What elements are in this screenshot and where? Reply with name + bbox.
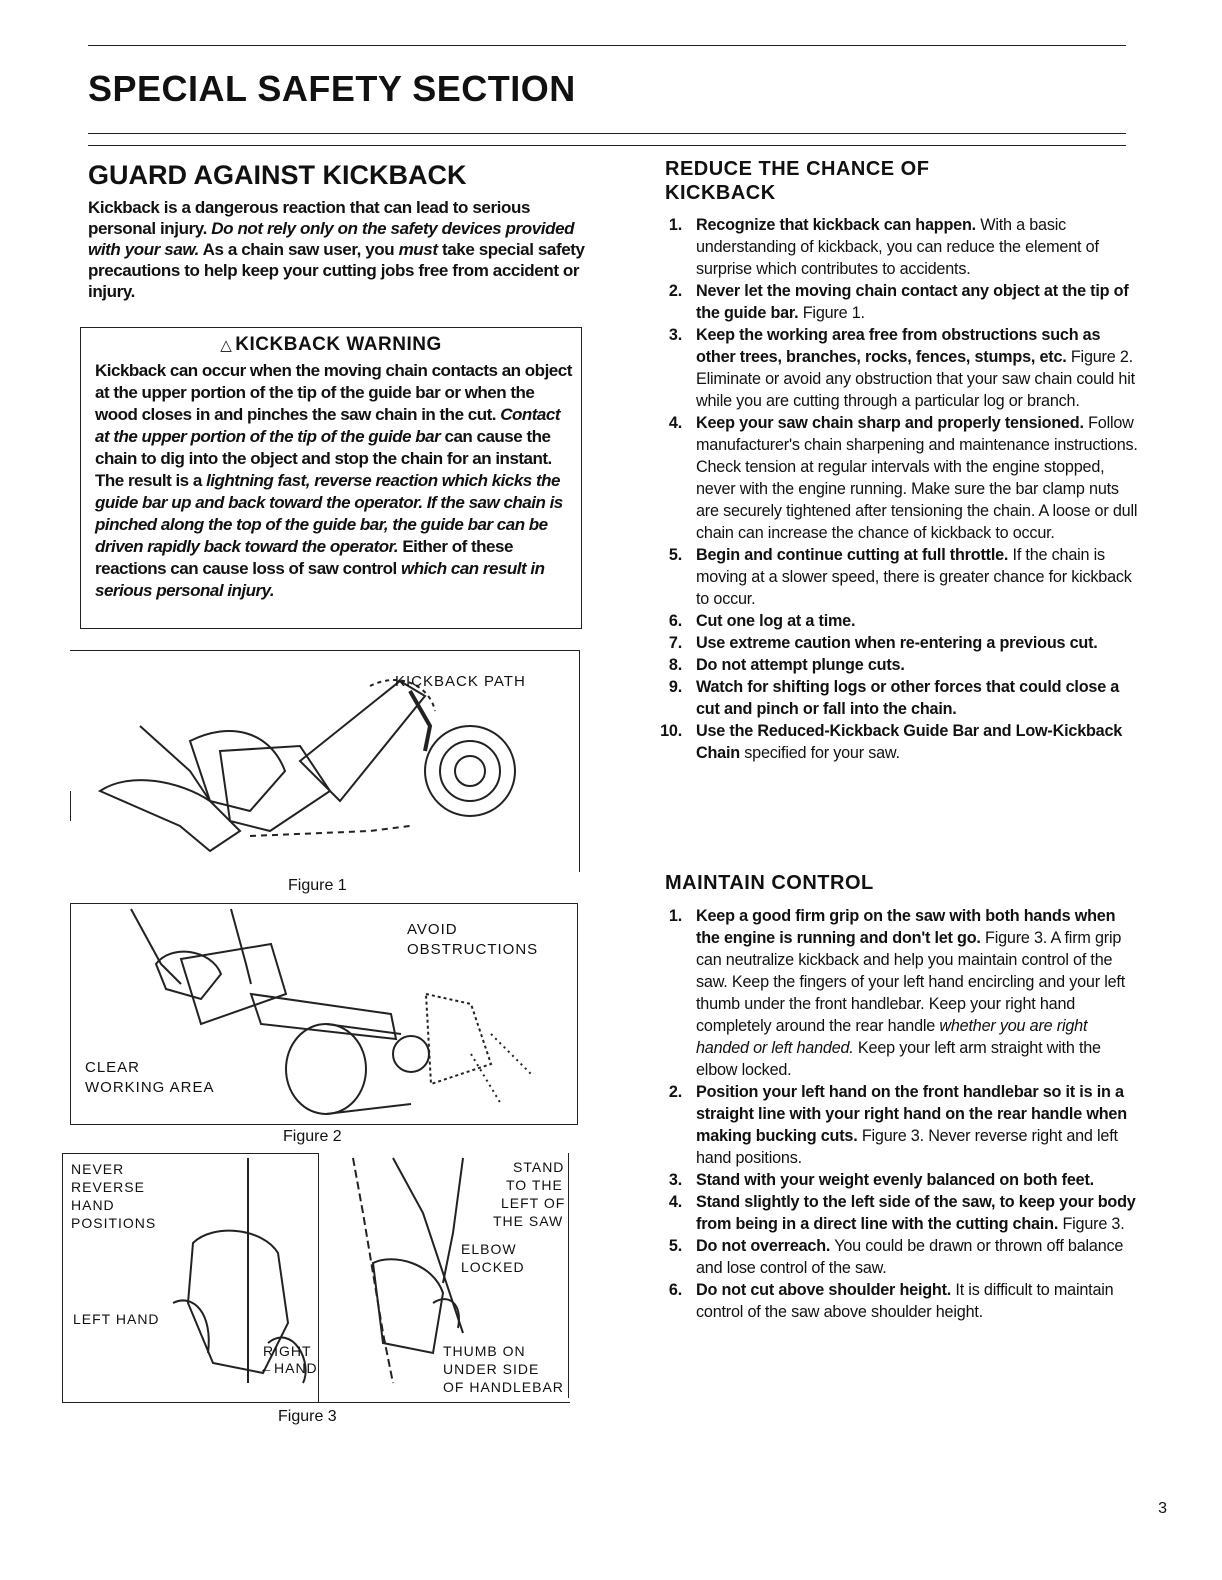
item-bold-text: Do not attempt plunge cuts.	[696, 656, 905, 674]
log-end	[425, 726, 515, 816]
list-item	[660, 1279, 1138, 1323]
item-text: You could be drawn or thrown off balance and lose control of the saw.	[696, 1237, 1124, 1277]
hand-shape	[100, 780, 240, 851]
list-item	[660, 1169, 1138, 1191]
kickback-warning-box	[80, 327, 582, 629]
item-text: Figure 3. A firm grip can neutralize kickback and help you maintain control of the saw. Keep the fingers of your left hand encircling and your left thumb under the front handlebar. Keep your right hand completely around the rear handle	[696, 929, 1126, 1035]
item-text: specified for your saw.	[739, 744, 900, 762]
warning-text-5: Either of these reactions can cause loss of saw control	[95, 537, 513, 578]
item-number: 2.	[668, 282, 682, 300]
item-bold-text: Recognize that kickback can happen.	[696, 216, 976, 234]
item-bold-text: Stand slightly to the left side of the saw, to keep your body from being in a direct line with the cutting chain.	[696, 1193, 1136, 1233]
kickback-path-label: KICKBACK PATH	[395, 673, 526, 690]
item-bold-text: Do not cut above shoulder height.	[696, 1281, 952, 1299]
top-rule	[88, 45, 1126, 46]
item-bold-text: Do not overreach.	[696, 1237, 831, 1255]
guard-heading: GUARD AGAINST KICKBACK	[88, 160, 467, 190]
item-text: Figure 3.	[1058, 1215, 1125, 1233]
item-number: 5.	[668, 546, 682, 564]
elbow-label: ELBOW	[461, 1241, 517, 1257]
item-bold-text: Use extreme caution when re-entering a previous cut.	[696, 634, 1098, 652]
to-the-label: TO THE	[506, 1177, 563, 1193]
list-item	[660, 1191, 1138, 1235]
title-rule-2	[88, 145, 1126, 146]
glove-shape	[190, 731, 285, 811]
item-number: 6.	[668, 612, 682, 630]
item-number: 7.	[668, 634, 682, 652]
list-item	[660, 632, 1138, 654]
list-item	[660, 324, 1138, 412]
item-bold-text: Use the Reduced-Kickback Guide Bar and Low-Kickback Chain	[696, 722, 1123, 762]
left-of-label: LEFT OF	[501, 1195, 566, 1211]
warning-title-text: KICKBACK WARNING	[235, 334, 442, 355]
figure-2-caption: Figure 2	[283, 1128, 342, 1145]
item-bold-text: Begin and continue cutting at full throttle.	[696, 546, 1009, 564]
list-item	[660, 544, 1138, 610]
stand-label: STAND	[513, 1159, 565, 1175]
warning-body	[95, 360, 573, 602]
item-text: It is difficult to maintain control of the saw above shoulder height.	[696, 1281, 1114, 1321]
item-number: 4.	[668, 1193, 682, 1211]
thumb-on-label: THUMB ON	[443, 1343, 526, 1359]
item-text: Follow manufacturer's chain sharpening and maintenance instructions. Check tension at regular intervals with the engine stopped, never with the engine running. Make sure the bar clamp nuts are securely tightened after tensioning the chain. A loose or dull chain can increase the chance of kickback to occur.	[696, 414, 1138, 542]
item-text-2: Keep your left arm straight with the elbow locked.	[696, 1039, 1101, 1079]
item-number: 5.	[668, 1237, 682, 1255]
obstructions-label: OBSTRUCTIONS	[407, 941, 539, 958]
item-number: 9.	[668, 678, 682, 696]
avoid-label: AVOID	[407, 921, 458, 938]
left-hand-label: LEFT HAND	[73, 1311, 160, 1327]
item-number: 3.	[668, 326, 682, 344]
list-item	[660, 412, 1138, 544]
positions-label: POSITIONS	[71, 1215, 157, 1231]
under-side-label: UNDER SIDE	[443, 1361, 540, 1377]
of-handlebar-label: OF HANDLEBAR	[443, 1379, 564, 1395]
page-number: 3	[1158, 1500, 1167, 1517]
never-label: NEVER	[71, 1161, 125, 1177]
item-number: 1.	[668, 216, 682, 234]
kickback-arrow	[410, 691, 430, 751]
warning-text-4: lightning fast, reverse reaction which kicks the guide bar up and back toward the operator. If the saw chain is pinched along the top of the guide bar, the guide bar can be driven rapidly back toward the operator.	[95, 471, 563, 556]
guide-bar	[251, 994, 396, 1039]
list-item	[660, 1081, 1138, 1169]
the-saw-label: THE SAW	[493, 1213, 564, 1229]
item-number: 1.	[668, 907, 682, 925]
right-label: RIGHT	[263, 1343, 312, 1359]
list-item	[660, 905, 1138, 1081]
reverse-label: REVERSE	[71, 1179, 145, 1195]
intro-text-1: Kickback is a dangerous reaction that can lead to serious personal injury.	[88, 198, 531, 238]
intro-text-4: must	[398, 240, 438, 259]
item-bold-text: Stand with your weight evenly balanced on both feet.	[696, 1171, 1094, 1189]
intro-text-3: As a chain saw user, you	[202, 240, 395, 259]
saw-body	[220, 746, 330, 831]
item-bold-text: Keep the working area free from obstructions such as other trees, branches, rocks, fences, stumps, etc.	[696, 326, 1101, 366]
item-italic-text: whether you are right handed or left handed.	[696, 1017, 1088, 1057]
warning-triangle-icon: △	[220, 337, 233, 354]
warning-text-6: which can result in serious personal injury.	[95, 559, 545, 600]
item-text: Figure 3. Never reverse right and left hand positions.	[696, 1127, 1118, 1167]
item-bold-text: Never let the moving chain contact any object at the tip of the guide bar.	[696, 282, 1129, 322]
item-bold-text: Cut one log at a time.	[696, 612, 856, 630]
right-hand-label: ←HAND	[259, 1360, 318, 1376]
right-hand-label-text: HAND	[274, 1360, 318, 1376]
title-rule-1	[88, 133, 1126, 134]
maintain-control-heading: MAINTAIN CONTROL	[665, 872, 874, 894]
list-item	[660, 676, 1138, 720]
intro-paragraph	[88, 197, 588, 302]
clear-label: CLEAR	[85, 1059, 141, 1076]
figure-2	[70, 903, 578, 1125]
item-bold-text: Watch for shifting logs or other forces that could close a cut and pinch or fall into the chain.	[696, 678, 1120, 718]
item-text: With a basic understanding of kickback, you can reduce the element of surprise which contributes to accidents.	[696, 216, 1099, 278]
intro-text-2: Do not rely only on the safety devices provided with your saw.	[88, 219, 575, 259]
item-number: 2.	[668, 1083, 682, 1101]
item-number: 10.	[660, 722, 682, 740]
item-text: Figure 2. Eliminate or avoid any obstruction that your saw chain could hit while you are cutting through a particular log or branch.	[696, 348, 1135, 410]
item-text: Figure 1.	[798, 304, 865, 322]
item-bold-text: Keep your saw chain sharp and properly tensioned.	[696, 414, 1084, 432]
figure-1	[70, 650, 580, 872]
warning-text-2: Contact at the upper portion of the tip of the guide bar	[95, 405, 560, 446]
item-number: 8.	[668, 656, 682, 674]
working-area-label: WORKING AREA	[85, 1079, 215, 1096]
figure-3-caption: Figure 3	[278, 1408, 337, 1425]
item-text: If the chain is moving at a slower speed, there is greater chance for kickback to occur.	[696, 546, 1132, 608]
list-item	[660, 1235, 1138, 1279]
warning-text-1: Kickback can occur when the moving chain contacts an object at the upper portion of the tip of the guide bar or when the wood closes in and pinches the saw chain in the cut.	[95, 361, 572, 424]
item-bold-text: Position your left hand on the front handlebar so it is in a straight line with your right hand on the rear handle when making bucking cuts.	[696, 1083, 1127, 1145]
item-number: 4.	[668, 414, 682, 432]
list-item	[660, 654, 1138, 676]
maintain-control-list	[660, 905, 1138, 1323]
log-end	[286, 1024, 366, 1114]
warning-text-3: can cause the chain to dig into the object and stop the chain for an instant. The result is a	[95, 427, 552, 490]
page-title: SPECIAL SAFETY SECTION	[88, 68, 576, 109]
reduce-heading-line-1: REDUCE THE CHANCE OF	[665, 158, 930, 180]
item-bold-text: Keep a good firm grip on the saw with both hands when the engine is running and don't let go.	[696, 907, 1116, 947]
hand-label: HAND	[71, 1197, 115, 1213]
reduce-kickback-list	[660, 214, 1138, 764]
list-item	[660, 214, 1138, 280]
operator-arm	[443, 1158, 463, 1283]
list-item	[660, 610, 1138, 632]
list-item	[660, 720, 1138, 764]
item-number: 6.	[668, 1281, 682, 1299]
guide-bar	[300, 681, 425, 801]
warning-title	[81, 334, 581, 356]
arm-line	[131, 909, 181, 984]
operator-leg	[393, 1158, 463, 1333]
intro-text-5: take special safety precautions to help keep your cutting jobs free from accident or injury.	[88, 240, 585, 301]
saw-body	[181, 944, 286, 1024]
figure-1-caption: Figure 1	[288, 877, 347, 894]
item-number: 3.	[668, 1171, 682, 1189]
reduce-heading-line-2: KICKBACK	[665, 182, 776, 204]
list-item	[660, 280, 1138, 324]
locked-label: LOCKED	[461, 1259, 525, 1275]
figure-3	[62, 1153, 570, 1403]
